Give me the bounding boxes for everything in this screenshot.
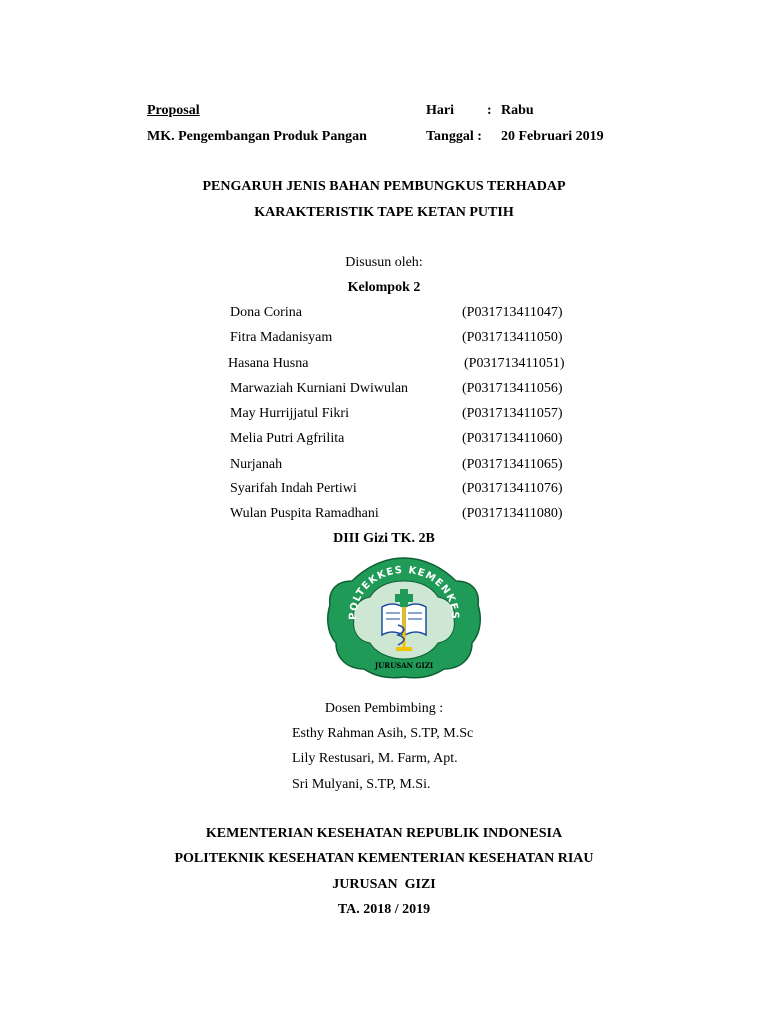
member-name: Dona Corina — [230, 305, 302, 320]
footer-institution: POLITEKNIK KESEHATAN KEMENTERIAN KESEHATAN RIAU — [174, 851, 594, 866]
member-name: Syarifah Indah Pertiwi — [230, 481, 357, 496]
group-name: Kelompok 2 — [347, 280, 421, 295]
advisor-name: Esthy Rahman Asih, S.TP, M.Sc — [292, 726, 474, 741]
advisors-label: Dosen Pembimbing : — [324, 701, 444, 716]
footer-ministry: KEMENTERIAN KESEHATAN REPUBLIK INDONESIA — [205, 826, 563, 841]
poltekkes-logo — [326, 555, 482, 681]
day-label: Hari — [426, 103, 454, 118]
member-id: (P031713411056) — [462, 381, 563, 396]
member-id: (P031713411080) — [462, 506, 563, 521]
date-label: Tanggal : — [426, 129, 482, 144]
member-id: (P031713411051) — [464, 356, 565, 371]
member-name: Marwaziah Kurniani Dwiwulan — [230, 381, 409, 396]
advisor-name: Lily Restusari, M. Farm, Apt. — [292, 751, 458, 766]
day-value: Rabu — [501, 103, 534, 118]
logo-arc-text: POLTEKKES KEMENKES — [347, 564, 461, 621]
member-id: (P031713411076) — [462, 481, 563, 496]
date-value: 20 Februari 2019 — [501, 129, 604, 144]
advisor-name: Sri Mulyani, S.TP, M.Si. — [292, 777, 431, 792]
member-id: (P031713411057) — [462, 406, 563, 421]
member-name: Nurjanah — [230, 457, 283, 472]
member-name: Melia Putri Agfrilita — [230, 431, 345, 446]
logo-bottom-text: JURUSAN GIZI — [374, 661, 434, 670]
day-separator: : — [487, 103, 492, 118]
course-name: MK. Pengembangan Produk Pangan — [147, 129, 367, 144]
title-line-2: KARAKTERISTIK TAPE KETAN PUTIH — [254, 205, 514, 220]
member-id: (P031713411050) — [462, 330, 563, 345]
member-id: (P031713411060) — [462, 431, 563, 446]
member-id: (P031713411047) — [462, 305, 563, 320]
class-name: DIII Gizi TK. 2B — [333, 531, 435, 546]
member-name: Fitra Madanisyam — [230, 330, 333, 345]
member-name: Hasana Husna — [228, 356, 309, 371]
member-name: May Hurrijjatul Fikri — [230, 406, 349, 421]
footer-department: JURUSAN GIZI — [332, 877, 436, 892]
member-id: (P031713411065) — [462, 457, 563, 472]
proposal-label: Proposal — [147, 103, 200, 118]
title-line-1: PENGARUH JENIS BAHAN PEMBUNGKUS TERHADAP — [202, 179, 566, 194]
footer-academic-year: TA. 2018 / 2019 — [337, 902, 431, 917]
member-name: Wulan Puspita Ramadhani — [230, 506, 379, 521]
compiled-by-label: Disusun oleh: — [345, 255, 423, 270]
